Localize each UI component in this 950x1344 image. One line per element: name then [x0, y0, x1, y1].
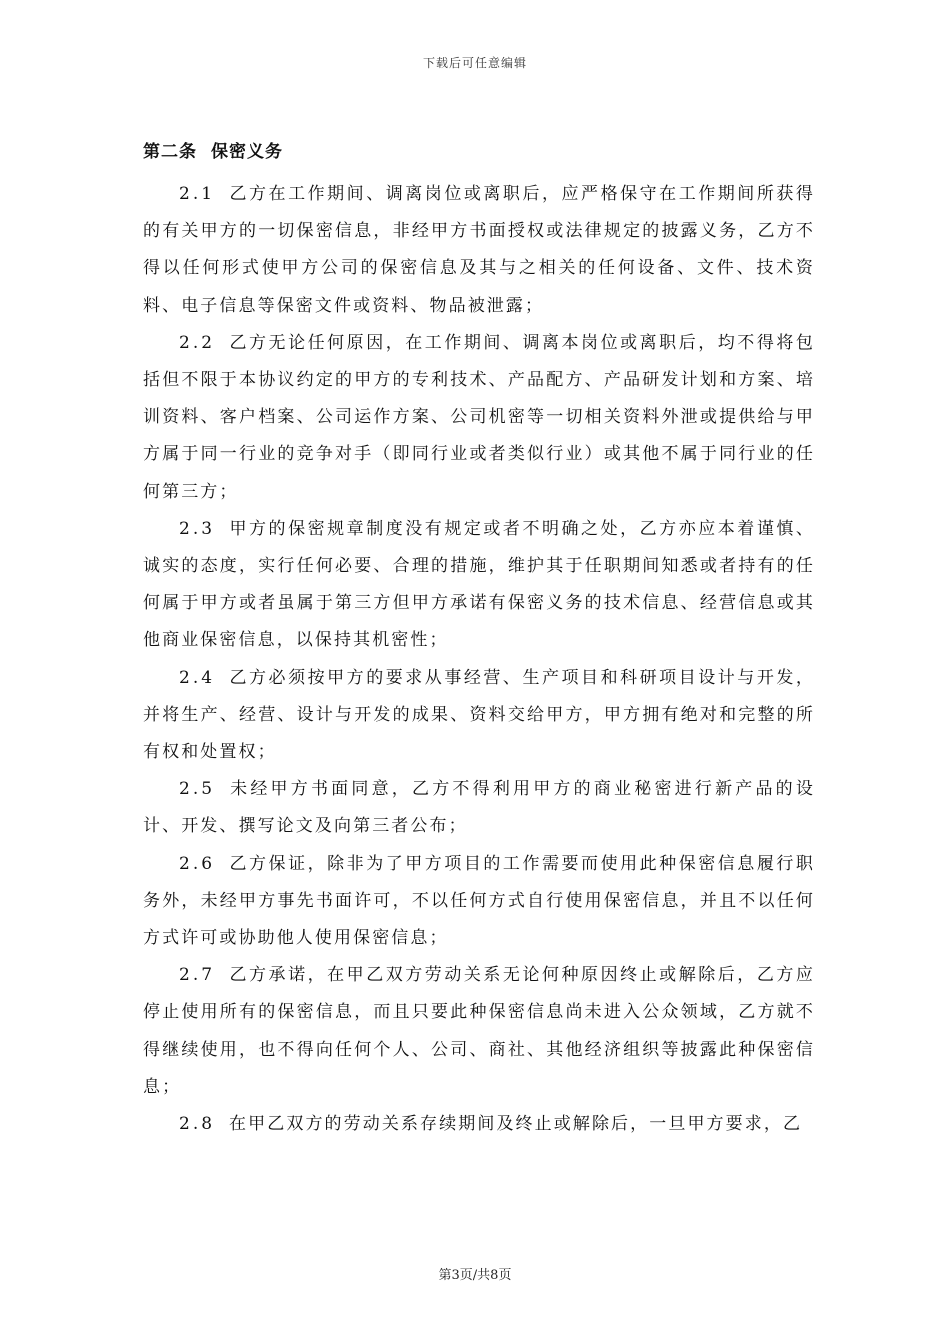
- clause-text: 乙方无论任何原因，在工作期间、调离本岗位或离职后，均不得将包括但不限于本协议约定的甲方的专利技术、产品配方、产品研发计划和方案、培训资料、客户档案、公司运作方案、公司机密等一切相关资料外泄或提供给与甲方属于同一行业的竞争对手（即同行业或者类似行业）或其他不属于同行业的任何第三方；: [143, 332, 815, 502]
- clause-number: 2.1: [179, 184, 216, 204]
- clause-paragraph: [143, 325, 815, 511]
- clause-number: 2.6: [179, 853, 216, 874]
- clause-paragraph: [143, 660, 815, 772]
- clause-number: 2.4: [179, 667, 216, 688]
- clause-text: 在甲乙双方的劳动关系存续期间及终止或解除后，一旦甲方要求，乙: [229, 1114, 803, 1135]
- page-header-note: 下载后可任意编辑: [422, 56, 527, 70]
- clause-paragraph: [143, 846, 815, 958]
- document-body: [143, 138, 815, 1143]
- clause-number: 2.5: [179, 779, 216, 800]
- clause-text: 乙方在工作期间、调离岗位或离职后，应严格保守在工作期间所获得的有关甲方的一切保密信息，非经甲方书面授权或法律规定的披露义务，乙方不得以任何形式使甲方公司的保密信息及其与之相关的任何设备、文件、技术资料、电子信息等保密文件或资料、物品被泄露；: [143, 184, 815, 316]
- clause-number: 2.7: [179, 965, 216, 986]
- clause-text: 甲方的保密规章制度没有规定或者不明确之处，乙方亦应本着谨慎、诚实的态度，实行任何必要、合理的措施，维护其于任职期间知悉或者持有的任何属于甲方或者虽属于第三方但甲方承诺有保密义务的技术信息、经营信息或其他商业保密信息，以保持其机密性；: [143, 518, 815, 651]
- clause-number: 2.2: [179, 332, 216, 353]
- clause-paragraph: [143, 771, 815, 845]
- section-heading: [143, 138, 815, 166]
- clause-text: 乙方承诺，在甲乙双方劳动关系无论何种原因终止或解除后，乙方应停止使用所有的保密信息，而且只要此种保密信息尚未进入公众领域，乙方就不得继续使用，也不得向任何个人、公司、商社、其他经济组织等披露此种保密信息；: [143, 965, 815, 1097]
- clause-number: 2.3: [179, 518, 216, 539]
- section-number: 第二条: [143, 142, 197, 162]
- clause-paragraph: [143, 511, 815, 660]
- page-number: 第3页/共8页: [438, 1268, 512, 1283]
- clause-number: 2.8: [179, 1114, 216, 1135]
- section-title: 保密义务: [211, 142, 283, 162]
- clause-paragraph: [143, 176, 815, 325]
- clause-text: 未经甲方书面同意，乙方不得利用甲方的商业秘密进行新产品的设计、开发、撰写论文及向第三者公布；: [143, 779, 815, 837]
- clause-paragraph: [143, 957, 815, 1106]
- clause-text: 乙方必须按甲方的要求从事经营、生产项目和科研项目设计与开发，并将生产、经营、设计与开发的成果、资料交给甲方，甲方拥有绝对和完整的所有权和处置权；: [143, 667, 815, 763]
- clause-text: 乙方保证，除非为了甲方项目的工作需要而使用此种保密信息履行职务外，未经甲方事先书面许可，不以任何方式自行使用保密信息，并且不以任何方式许可或协助他人使用保密信息；: [143, 853, 815, 949]
- clause-paragraph: [143, 1106, 815, 1143]
